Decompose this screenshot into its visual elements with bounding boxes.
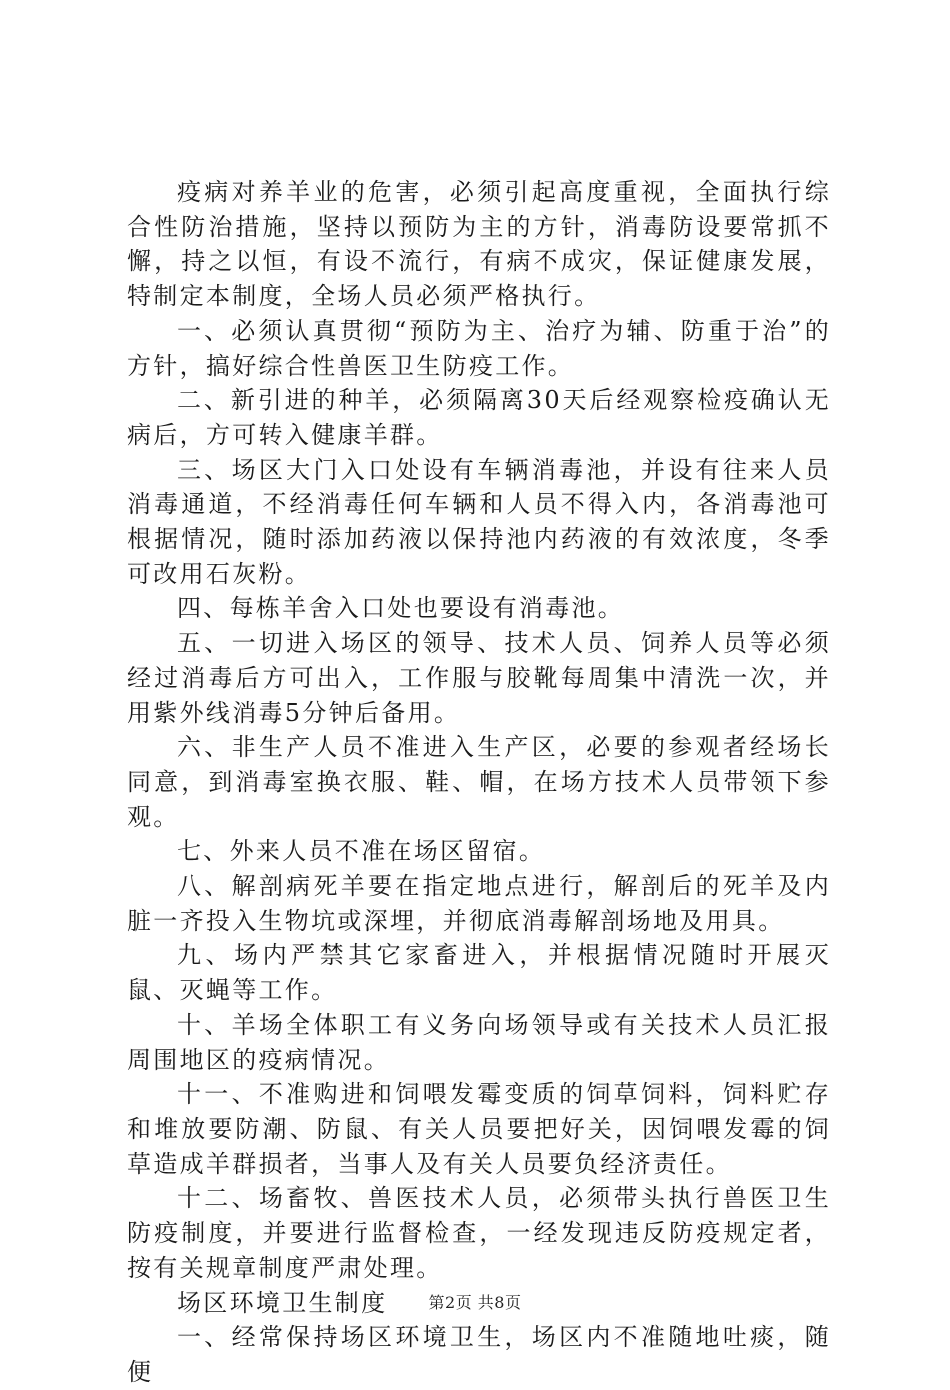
- paragraph-intro: 疫病对养羊业的危害，必须引起高度重视，全面执行综合性防治措施，坚持以预防为主的方针，消毒防设要常抓不懈，持之以恒，有设不流行，有病不成灾，保证健康发展，特制定本制度，全场人员必须严格执行。: [127, 178, 831, 311]
- paragraph-section-item-1: 一、经常保持场区环境卫生，场区内不准随地吐痰，随便: [127, 1323, 831, 1386]
- paragraph-item-6: 六、非生产人员不准进入生产区，必要的参观者经场长同意，到消毒室换衣服、鞋、帽，在场方技术人员带领下参观。: [127, 733, 831, 831]
- document-body: [127, 175, 831, 1390]
- paragraph-item-5: 五、一切进入场区的领导、技术人员、饲养人员等必须经过消毒后方可出入，工作服与胶靴每周集中清洗一次，并用紫外线消毒5分钟后备用。: [127, 629, 831, 727]
- paragraph-item-11: 十一、不准购进和饲喂发霉变质的饲草饲料，饲料贮存和堆放要防潮、防鼠、有关人员要把好关，因饲喂发霉的饲草造成羊群损者，当事人及有关人员要负经济责任。: [127, 1080, 831, 1178]
- paragraph-item-9: 九、场内严禁其它家畜进入，并根据情况随时开展灭鼠、灭蝇等工作。: [127, 941, 831, 1005]
- paragraph-item-12: 十二、场畜牧、兽医技术人员，必须带头执行兽医卫生防疫制度，并要进行监督检查，一经发现违反防疫规定者，按有关规章制度严肃处理。: [127, 1184, 831, 1282]
- paragraph-item-3: 三、场区大门入口处设有车辆消毒池，并设有往来人员消毒通道，不经消毒任何车辆和人员不得入内，各消毒池可根据情况，随时添加药液以保持池内药液的有效浓度，冬季可改用石灰粉。: [127, 455, 831, 588]
- paragraph-item-2: 二、新引进的种羊，必须隔离30天后经观察检疫确认无病后，方可转入健康羊群。: [127, 386, 831, 449]
- paragraph-item-4: 四、每栋羊舍入口处也要设有消毒池。: [177, 594, 625, 623]
- paragraph-item-10: 十、羊场全体职工有义务向场领导或有关技术人员汇报周围地区的疫病情况。: [127, 1010, 831, 1074]
- page-footer: 第2页 共8页: [428, 1293, 522, 1312]
- paragraph-item-1: 一、必须认真贯彻“预防为主、治疗为辅、防重于治”的方针，搞好综合性兽医卫生防疫工作。: [127, 316, 831, 380]
- section-heading: 场区环境卫生制度: [177, 1288, 388, 1317]
- paragraph-item-7: 七、外来人员不准在场区留宿。: [177, 837, 546, 866]
- paragraph-item-8: 八、解剖病死羊要在指定地点进行，解剖后的死羊及内脏一齐投入生物坑或深埋，并彻底消毒解剖场地及用具。: [127, 872, 831, 935]
